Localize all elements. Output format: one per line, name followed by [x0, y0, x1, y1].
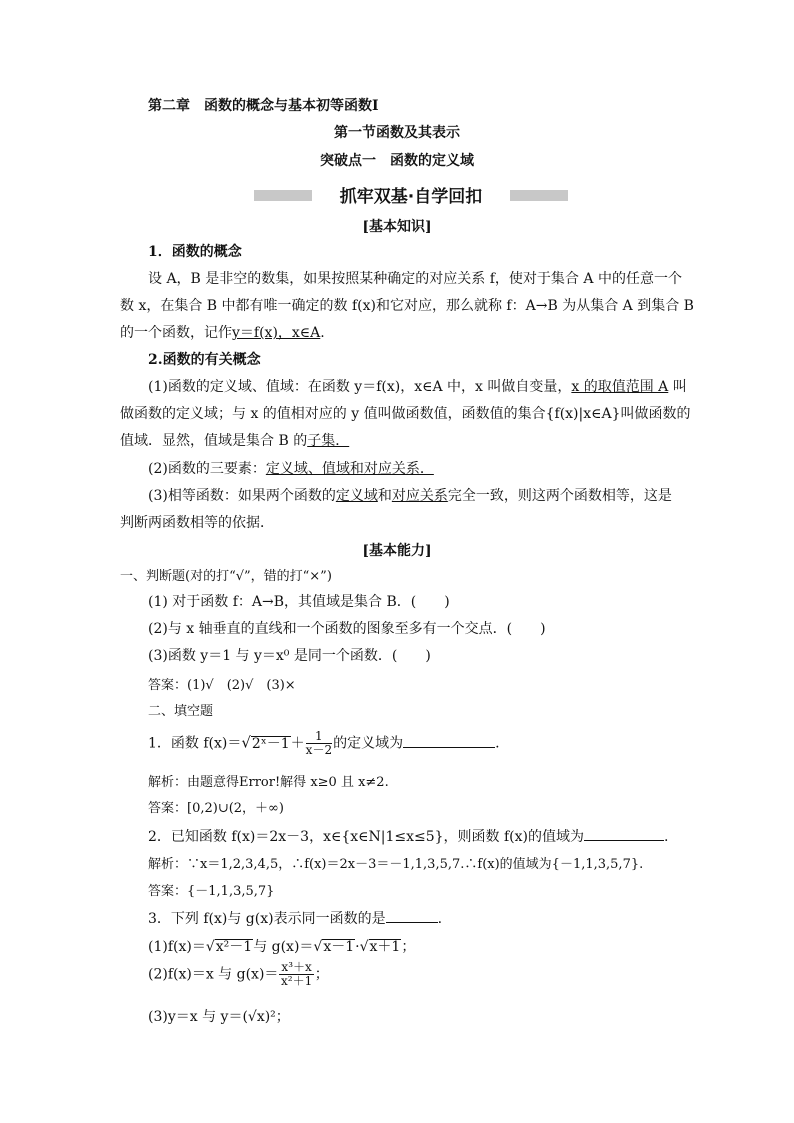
- s2-line4-text: (2)函数的三要素：: [148, 461, 266, 477]
- opt1-dot: ·: [355, 939, 360, 955]
- section-title: 第一节函数及其表示: [334, 125, 460, 141]
- s2-line1: [148, 376, 687, 396]
- part1-title: 一、判断题(对的打“√”，错的打“×”): [120, 569, 332, 584]
- s2-line5-text: (3)相等函数：如果两个函数的: [148, 488, 336, 504]
- fill-q2-solution: 解析：∵x＝1,2,3,4,5，∴f(x)＝2x－3＝－1,1,3,5,7.∴f(x)的值域为{－1,1,3,5,7}.: [148, 857, 644, 872]
- knowledge-heading: [基本知识]: [362, 219, 432, 235]
- s2-line3: [120, 430, 349, 450]
- s2-line5-u2: 对应关系: [391, 488, 448, 504]
- s2-line6: 判断两函数相等的依据．: [120, 515, 274, 531]
- judge-q3: (3)函数 y＝1 与 y＝x⁰ 是同一个函数．( ): [148, 648, 431, 664]
- opt1-mid: 与 g(x)＝: [253, 939, 314, 955]
- s2-line4: [148, 458, 434, 478]
- opt2-fraction: [279, 961, 313, 988]
- fill-q3-option2: [148, 961, 329, 988]
- fill-q1-answer: 答案：[0,2)∪(2，＋∞): [148, 801, 284, 816]
- fill-q1-plus: ＋: [290, 735, 305, 752]
- fraction-numerator: x³＋x: [281, 960, 312, 974]
- opt1-lead: (1)f(x)＝: [148, 939, 206, 955]
- s1-p3-text: 的一个函数，记作: [120, 325, 232, 341]
- answer-blank[interactable]: [403, 735, 495, 748]
- s2-line5-end: 完全一致，则这两个函数相等，这是: [447, 488, 672, 504]
- s2-line5-mid: 和: [377, 488, 392, 504]
- judge-answer: 答案：(1)√ (2)√ (3)×: [148, 678, 296, 693]
- s2-line1-underline: x 的取值范围 A: [571, 379, 669, 395]
- opt2-lead: (2)f(x)＝x 与 g(x)＝: [148, 966, 279, 983]
- answer-blank[interactable]: [386, 910, 438, 923]
- sqrt-sign: √: [313, 939, 323, 955]
- s2-line1-end: 叫: [668, 379, 687, 395]
- opt2-end: ；: [314, 966, 329, 983]
- banner-text: 抓牢双基·自学回扣: [339, 187, 483, 207]
- s2-line3-text: 值域．显然，值域是集合 B 的: [120, 433, 308, 449]
- opt1-radicand2: x－1: [323, 939, 355, 955]
- fill-q3-option3: (3)y＝x 与 y＝(√x)²；: [148, 1009, 290, 1025]
- section-banner: [254, 186, 568, 207]
- s1-p3-end: .: [320, 325, 325, 341]
- s2-line4-underline: 定义域、值域和对应关系．: [265, 461, 434, 477]
- sqrt-sign: √: [205, 939, 215, 955]
- fill-q1-lead: 1．函数 f(x)＝: [148, 735, 242, 752]
- fill-q3-text: 3．下列 f(x)与 g(x)表示同一函数的是: [148, 911, 386, 927]
- fill-q2-answer: 答案：{－1,1,3,5,7}: [148, 884, 275, 899]
- ability-heading: [基本能力]: [362, 543, 432, 559]
- s2-line5-u1: 定义域: [335, 488, 378, 504]
- fill-q1-solution: 解析：由题意得Error!解得 x≥0 且 x≠2.: [148, 775, 389, 790]
- s2-line3-underline: 子集．: [307, 433, 350, 449]
- fill-q2-end: .: [664, 829, 669, 845]
- fill-q1-fraction: [306, 730, 332, 757]
- sqrt-sign: √: [359, 939, 369, 955]
- s2-line1-text: (1)函数的定义域、值域：在函数 y＝f(x)，x∈A 中，x 叫做自变量，: [148, 379, 572, 395]
- fraction-numerator: 1: [306, 730, 332, 744]
- fill-q3-end: .: [437, 911, 443, 927]
- chapter-title: 第二章 函数的概念与基本初等函数Ⅰ: [148, 98, 379, 114]
- s1-p1: 设 A，B 是非空的数集，如果按照某种确定的对应关系 f，使对于集合 A 中的任意一个: [148, 271, 682, 287]
- fill-q3: [148, 908, 442, 928]
- sqrt-sign: √: [241, 733, 251, 752]
- s2-line2: 做函数的定义域；与 x 的值相对应的 y 值叫做函数值，函数值的集合{f(x)|x∈A}叫做函数的: [120, 406, 691, 422]
- s1-p3-notation: y＝f(x)，x∈A: [232, 325, 321, 341]
- judge-q1: (1) 对于函数 f：A→B，其值域是集合 B．( ): [148, 594, 450, 610]
- judge-q2: (2)与 x 轴垂直的直线和一个函数的图象至多有一个交点．( ): [148, 621, 546, 637]
- s1-p2: 数 x，在集合 B 中都有唯一确定的数 f(x)和它对应，那么就称 f：A→B 为从集合 A 到集合 B: [120, 298, 694, 314]
- part2-title: 二、填空题: [148, 704, 214, 719]
- opt1-radicand: x²－1: [215, 939, 253, 955]
- fraction-denominator: x²＋1: [280, 974, 313, 988]
- fraction-denominator: x－2: [305, 743, 333, 757]
- fill-q1-radicand: 2ˣ－1: [251, 735, 290, 752]
- answer-blank[interactable]: [584, 828, 664, 841]
- s1-p3: [120, 322, 325, 342]
- fill-q2: [148, 826, 668, 846]
- point-title: 突破点一 函数的定义域: [320, 153, 474, 169]
- fill-q1-end: .: [495, 735, 500, 752]
- s2-title: 2.函数的有关概念: [148, 352, 261, 368]
- fill-q2-text: 2．已知函数 f(x)＝2x－3，x∈{x∈N|1≤x≤5}，则函数 f(x)的值域为: [148, 829, 584, 845]
- fill-q3-option1: [148, 936, 415, 956]
- opt1-radicand3: x＋1: [369, 939, 401, 955]
- opt1-end: ；: [401, 939, 416, 955]
- s2-line5: [148, 485, 672, 505]
- fill-q1: [148, 730, 500, 757]
- s1-title: 1．函数的概念: [148, 244, 242, 260]
- fill-q1-mid: 的定义域为: [333, 735, 404, 752]
